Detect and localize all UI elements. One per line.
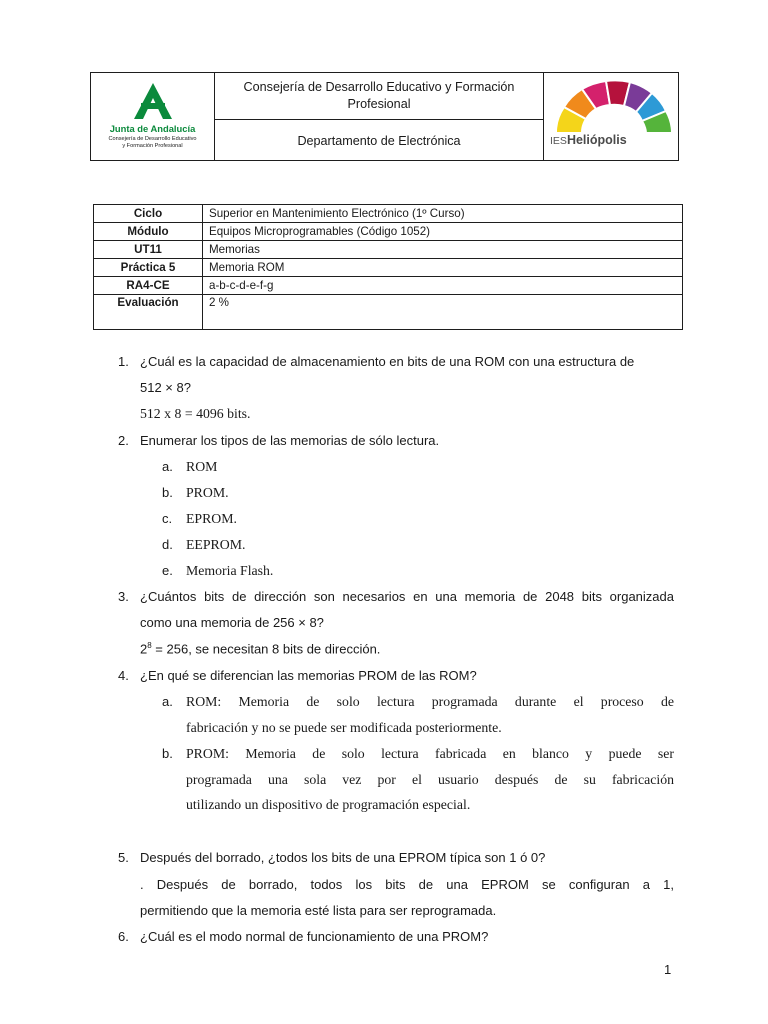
q4b-line1: PROM: Memoria de solo lectura fabricada en blanco y puede ser [186, 746, 674, 761]
q3-line2: como una memoria de 256 × 8? [140, 615, 324, 630]
q2-item-letter: e. [162, 563, 173, 578]
ies-name: IESHeliópolis [550, 133, 627, 147]
q6-number: 6. [118, 929, 129, 944]
header-middle [215, 73, 543, 160]
q2-item-letter: d. [162, 537, 173, 552]
q5-number: 5. [118, 850, 129, 865]
q1-line1: ¿Cuál es la capacidad de almacenamiento en bits de una ROM con una estructura de [140, 354, 635, 369]
header-table [90, 72, 679, 161]
junta-sub: Consejería de Desarrollo Educativo y Formación Profesional [108, 136, 197, 149]
q5-answer-line2: permitiendo que la memoria esté lista para ser reprogramada. [140, 903, 497, 918]
ies-rainbow-icon [552, 79, 678, 135]
q3-answer: $2^8 = 256$, se necesitan 8 bits de dirección. [140, 641, 381, 657]
info-row: RA4-CE a-b-c-d-e-f-g [94, 277, 683, 295]
info-row: Ciclo Superior en Mantenimiento Electrónico (1º Curso) [94, 205, 683, 223]
info-row: Evaluación 2 % [94, 295, 683, 330]
info-row: Práctica 5 Memoria ROM [94, 259, 683, 277]
q2-item: EEPROM. [186, 537, 246, 552]
q4b-line3: utilizando un dispositivo de programación especial. [186, 797, 471, 812]
q2-item-letter: b. [162, 485, 173, 500]
ies-logo [543, 73, 678, 160]
info-row: UT11 Memorias [94, 241, 683, 259]
q1-line2: 512 × 8? [140, 380, 191, 395]
q4-number: 4. [118, 668, 129, 683]
q4a-letter: a. [162, 694, 173, 709]
q4-text: ¿En qué se diferencian las memorias PROM de las ROM? [140, 668, 477, 683]
q5-text: Después del borrado, ¿todos los bits de una EPROM típica son 1 ó 0? [140, 850, 546, 865]
q2-item: Memoria Flash. [186, 563, 274, 578]
departamento-title: Departamento de Electrónica [297, 134, 461, 148]
q4b-letter: b. [162, 746, 173, 761]
q4a-line1: ROM: Memoria de solo lectura programada durante el proceso de [186, 694, 674, 709]
q4a-line2: fabricación y no se puede ser modificada posteriormente. [186, 720, 502, 735]
page-number: 1 [664, 962, 672, 977]
junta-name: Junta de Andalucía [109, 123, 196, 134]
info-table [93, 204, 683, 330]
q5-answer-line1: . Después de borrado, todos los bits de una EPROM se configuran a 1, [140, 877, 674, 892]
q1-number: 1. [118, 354, 129, 369]
q2-item: EPROM. [186, 511, 237, 526]
junta-emblem-icon [129, 81, 177, 121]
q2-item: PROM. [186, 485, 229, 500]
consejeria-title: Consejería de Desarrollo Educativo y Formación Profesional [215, 73, 543, 120]
info-row: Módulo Equipos Microprogramables (Código 1052) [94, 223, 683, 241]
q2-item-letter: c. [162, 511, 173, 526]
q3-number: 3. [118, 589, 129, 604]
q2-item: ROM [186, 459, 218, 474]
q4b-line2: programada una sola vez por el usuario después de su fabricación [186, 772, 674, 787]
junta-logo [91, 73, 215, 160]
q2-item-letter: a. [162, 459, 173, 474]
q1-answer: 512 x 8 = 4096 bits. [140, 406, 251, 421]
q3-line1: ¿Cuántos bits de dirección son necesarios en una memoria de 2048 bits organizada [140, 589, 674, 604]
q2-text: Enumerar los tipos de las memorias de sólo lectura. [140, 433, 440, 448]
q2-number: 2. [118, 433, 129, 448]
q6-text: ¿Cuál es el modo normal de funcionamiento de una PROM? [140, 929, 489, 944]
